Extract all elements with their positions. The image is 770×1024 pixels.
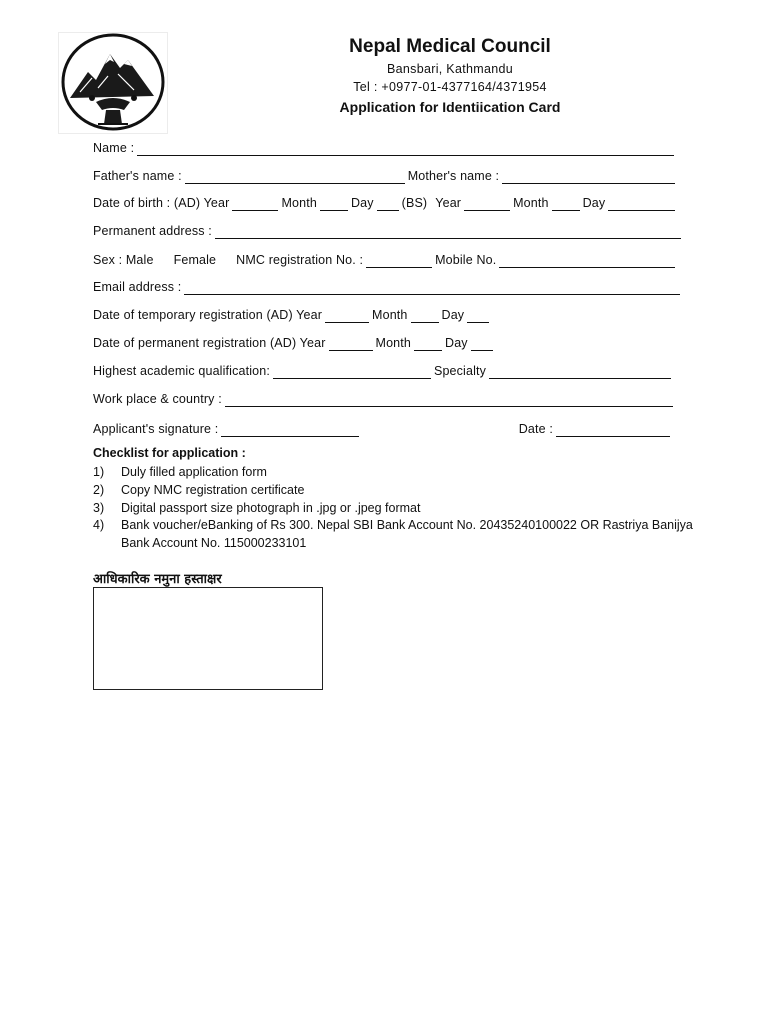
permanent-registration-month-label: Month [375,336,412,350]
checklist-item [93,500,723,518]
workplace-field[interactable] [225,391,673,407]
checklist-item-number: 1) [93,465,105,479]
temporary-registration-label: Date of temporary registration (AD) Year [93,308,323,322]
qualification-field[interactable] [273,363,431,379]
official-signature-box[interactable] [93,587,323,690]
council-telephone: Tel : +0977-01-4377164/4371954 [353,80,547,94]
name-label: Name : [93,141,135,155]
permanent-registration-day-label: Day [445,336,468,350]
dob-bs-label: (BS) [401,196,428,210]
permanent-registration-row [93,333,685,351]
dob-ad-month-field[interactable] [320,195,348,211]
permanent-registration-year-field[interactable] [329,335,373,351]
temporary-registration-row [93,305,685,323]
dob-row [93,193,678,211]
checklist-item-text: Duly filled application form [121,465,267,479]
dob-bs-year-field[interactable] [464,195,510,211]
checklist-item-number: 4) [93,518,105,533]
temporary-registration-month-label: Month [372,308,408,322]
sex-male-option[interactable]: Sex : Male [93,253,154,267]
council-address: Bansbari, Kathmandu [387,62,513,76]
date-label: Date : [518,422,553,436]
sex-female-option[interactable]: Female [173,253,217,267]
permanent-address-field[interactable] [215,223,681,239]
father-name-field[interactable] [185,168,405,184]
checklist-item-number: 3) [93,500,105,515]
temporary-registration-day-field[interactable] [467,307,489,323]
dob-bs-month-field[interactable] [552,195,580,211]
dob-ad-month-label: Month [281,196,317,210]
permanent-address-label: Permanent address : [93,224,212,238]
specialty-field[interactable] [489,363,671,379]
sex-registration-row [93,250,678,268]
checklist-item [93,464,723,482]
nmc-logo [58,32,168,134]
council-title: Nepal Medical Council [349,36,551,57]
mother-name-field[interactable] [502,168,675,184]
dob-ad-day-label: Day [350,196,374,210]
dob-bs-day-field[interactable] [608,195,675,211]
nmc-registration-field[interactable] [366,252,432,268]
permanent-registration-day-field[interactable] [471,335,493,351]
mobile-field[interactable] [499,252,675,268]
name-row [93,138,677,156]
mobile-label: Mobile No. [435,253,497,267]
signature-label: Applicant's signature : [93,422,219,436]
parents-row [93,166,678,184]
workplace-row [93,389,676,407]
date-field[interactable] [556,421,670,437]
temporary-registration-day-label: Day [441,308,465,322]
temporary-registration-month-field[interactable] [411,307,439,323]
workplace-label: Work place & country : [93,392,222,406]
checklist-item [93,482,723,500]
email-field[interactable] [184,279,680,295]
qualification-label: Highest academic qualification: [93,364,270,378]
signature-field[interactable] [221,421,359,437]
form-title: Application for Identiication Card [339,99,561,115]
nmc-emblem-icon [58,32,168,134]
dob-bs-month-label: Month [513,196,549,210]
permanent-address-row [93,221,684,239]
email-row [93,277,683,295]
name-field[interactable] [137,140,674,156]
permanent-registration-month-field[interactable] [414,335,442,351]
checklist-item-text: Copy NMC registration certificate [121,482,305,497]
dob-bs-year-label: Year [435,196,462,210]
checklist-item-text: Digital passport size photograph in .jpg or .jpeg format [121,500,421,515]
temporary-registration-year-field[interactable] [325,307,369,323]
specialty-label: Specialty [433,364,487,378]
official-signature-label: आधिकारिक नमुना हस्ताक्षर [93,572,222,587]
checklist-item [93,517,723,553]
checklist [93,464,723,553]
checklist-title: Checklist for application : [93,446,246,460]
father-name-label: Father's name : [93,169,182,183]
email-label: Email address : [93,280,182,294]
dob-label: Date of birth : (AD) Year [93,196,230,210]
checklist-item-number: 2) [93,482,105,497]
permanent-registration-label: Date of permanent registration (AD) Year [93,336,326,350]
nmc-registration-label: NMC registration No. : [236,253,364,267]
qualification-row [93,361,674,379]
dob-ad-year-field[interactable] [232,195,278,211]
mother-name-label: Mother's name : [407,169,500,183]
signature-row [93,419,673,437]
dob-bs-day-label: Day [582,196,606,210]
dob-ad-day-field[interactable] [377,195,399,211]
checklist-item-text: Bank voucher/eBanking of Rs 300. Nepal SBI Bank Account No. 20435240100022 OR Rastriya Banijya Bank Account No. 115000233101 [121,518,693,551]
